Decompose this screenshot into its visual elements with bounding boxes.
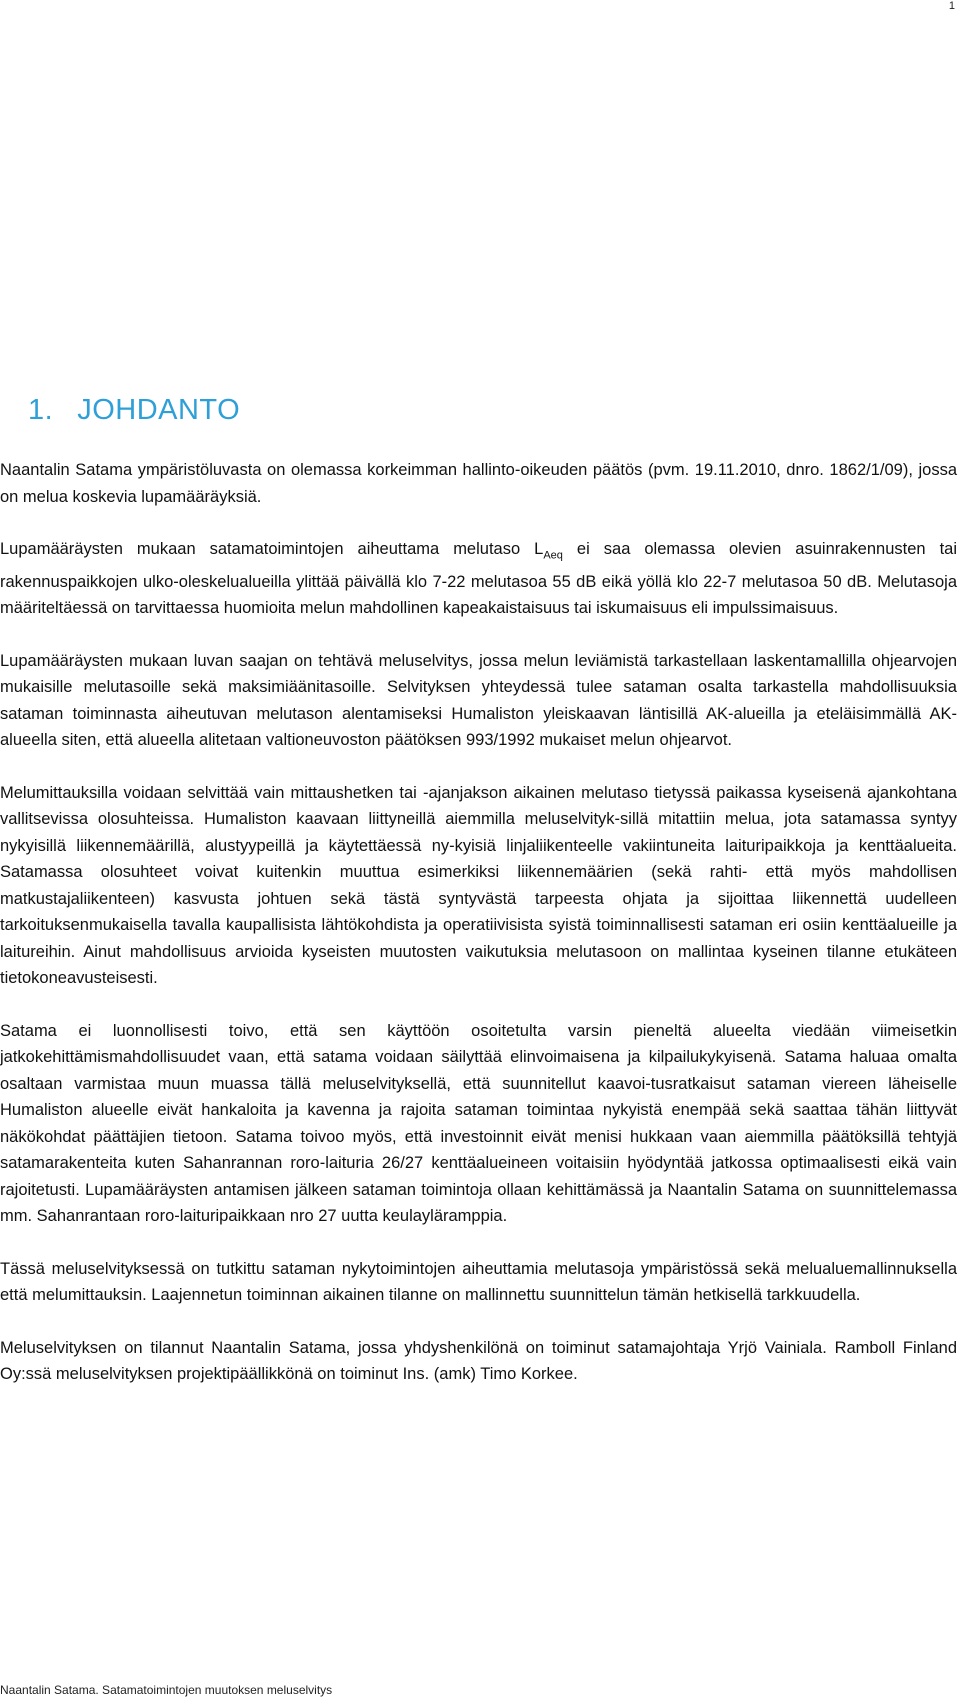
paragraph-7: Meluselvityksen on tilannut Naantalin Satama, jossa yhdyshenkilönä on toiminut satamajohtaja Yrjö Vainiala. Ramboll Finland Oy:ssä meluselvityksen projektipäällikkönä on toiminut Ins. (amk) Timo Korkee.	[0, 1338, 957, 1384]
paragraph-3: Lupamääräysten mukaan luvan saajan on tehtävä meluselvitys, jossa melun leviämistä tarkastellaan laskentamallilla ohjearvojen mukaisille melutasoille sekä maksimiäänitasoille. Selvityksen yhteydessä tulee sataman osalta tarkastella mahdollisuuksia sataman toiminnasta aiheutuvan melutason alentamiseksi Humaliston yleiskaavan läntisillä AK-alueilla ja eteläisimmällä AK-alueella siten, että alueella alitetaan valtioneuvoston päätöksen 993/1992 mukaiset melun ohjearvot.	[0, 651, 957, 750]
paragraph-2-subscript: Aeq	[543, 549, 563, 562]
paragraph-6: Tässä meluselvityksessä on tutkittu sataman nykytoimintojen aiheuttamia melutasoja ympäristössä sekä melualuemallinnuksella että melumittauksin. Laajennetun toiminnan aikainen tilanne on mallinnettu suunnittelun tämän hetkisellä tarkkuudella.	[0, 1259, 957, 1305]
page-footer: Naantalin Satama. Satamatoimintojen muutoksen meluselvitys	[0, 1683, 333, 1697]
paragraph-2-end: ei saa olemassa olevien asuinrakennusten tai rakennuspaikkojen ulko-oleskelualueilla ylittää päivällä klo 7-22 melutasoa 55 dB eikä yöllä klo 22-7 melutasoa 50 dB. Melutasoja määriteltäessä on tarvittaessa huomioita melun mahdollinen kapeakaistaisuus tai iskumaisuus eli impulssimaisuus.	[0, 540, 957, 618]
paragraph-5: Satama ei luonnollisesti toivo, että sen käyttöön osoitetulta varsin pieneltä alueelta viedään viimeisetkin jatkokehittämismahdollisuudet vaan, että satama voidaan säilyttää elinvoimaisena ja kilpailukykyisenä. Satama haluaa omalta osaltaan varmistaa muun muassa tällä meluselvityksellä, että suunnitellut kaavoi-tusratkaisut sataman viereen läheiselle Humaliston alueelle eivät hankaloita ja kavenna ja rajoita sataman toimintaa nykyistä enempää sekä saattaa tähän liittyvät näkökohdat päättäjien tietoon. Satama toivoo myös, että investoinnit eivät menisi hukkaan vaan aiemmilla päätöksillä tehtyjä satamarakenteita kuten Sahanrannan roro-laituria 26/27 kenttäalueineen voitaisiin hyödyntää jatkossa optimaalisesti eikä vain rajoitetusti. Lupamääräysten antamisen jälkeen sataman toimintoja ollaan kehittämässä ja Naantalin Satama on suunnittelemassa mm. Sahanrantaan roro-laituripaikkaan nro 27 uutta keulayläramppia.	[0, 1021, 957, 1226]
section-title: JOHDANTO	[77, 394, 241, 426]
page-number: 1	[948, 0, 955, 12]
paragraph-1: Naantalin Satama ympäristöluvasta on olemassa korkeimman hallinto-oikeuden päätös (pvm. 19.11.2010, dnro. 1862/1/09), jossa on melua koskevia lupamääräyksiä.	[0, 461, 957, 506]
paragraph-2	[0, 536, 957, 622]
section-number: 1.	[28, 394, 54, 426]
paragraph-4: Melumittauksilla voidaan selvittää vain mittaushetken tai -ajanjakson aikainen melutaso tietyssä paikassa kyseisenä ajankohtana vallitsevissa olosuhteissa. Humaliston kaavaan liittyneillä aiemmilla meluselvityk-sillä mitattiin melua, jota satamassa syntyy nykyisillä liikennemäärillä, alustyypeillä ja käytettäessä ny-kyisiä linjaliikenteelle vakiintuneita laituripaikkoja ja kenttäalueita. Satamassa olosuhteet voivat kuitenkin muuttua esimerkiksi liikennemäärien (sekä rahti- että myös mahdollisen matkustajaliikenteen) kasvusta johtuen sekä tästä syntyvästä tarpeesta ohjata ja sijoittaa liikennettä uudelleen tarkoituksenmukaisella tavalla kaupallisista lähtökohdista ja operatiivisista syistä toiminnallisesti sataman eri osiin kenttäalueille ja laitureihin. Ainut mahdollisuus arvioida kyseisten muutosten vaikutuksia melutasoon on mallintaa kyseinen tilanne etukäteen tietokoneavusteisesti.	[0, 783, 957, 988]
document-body	[0, 457, 957, 1414]
section-heading	[28, 394, 240, 427]
paragraph-2-start: Lupamääräysten mukaan satamatoimintojen aiheuttama melutaso L	[0, 540, 544, 558]
